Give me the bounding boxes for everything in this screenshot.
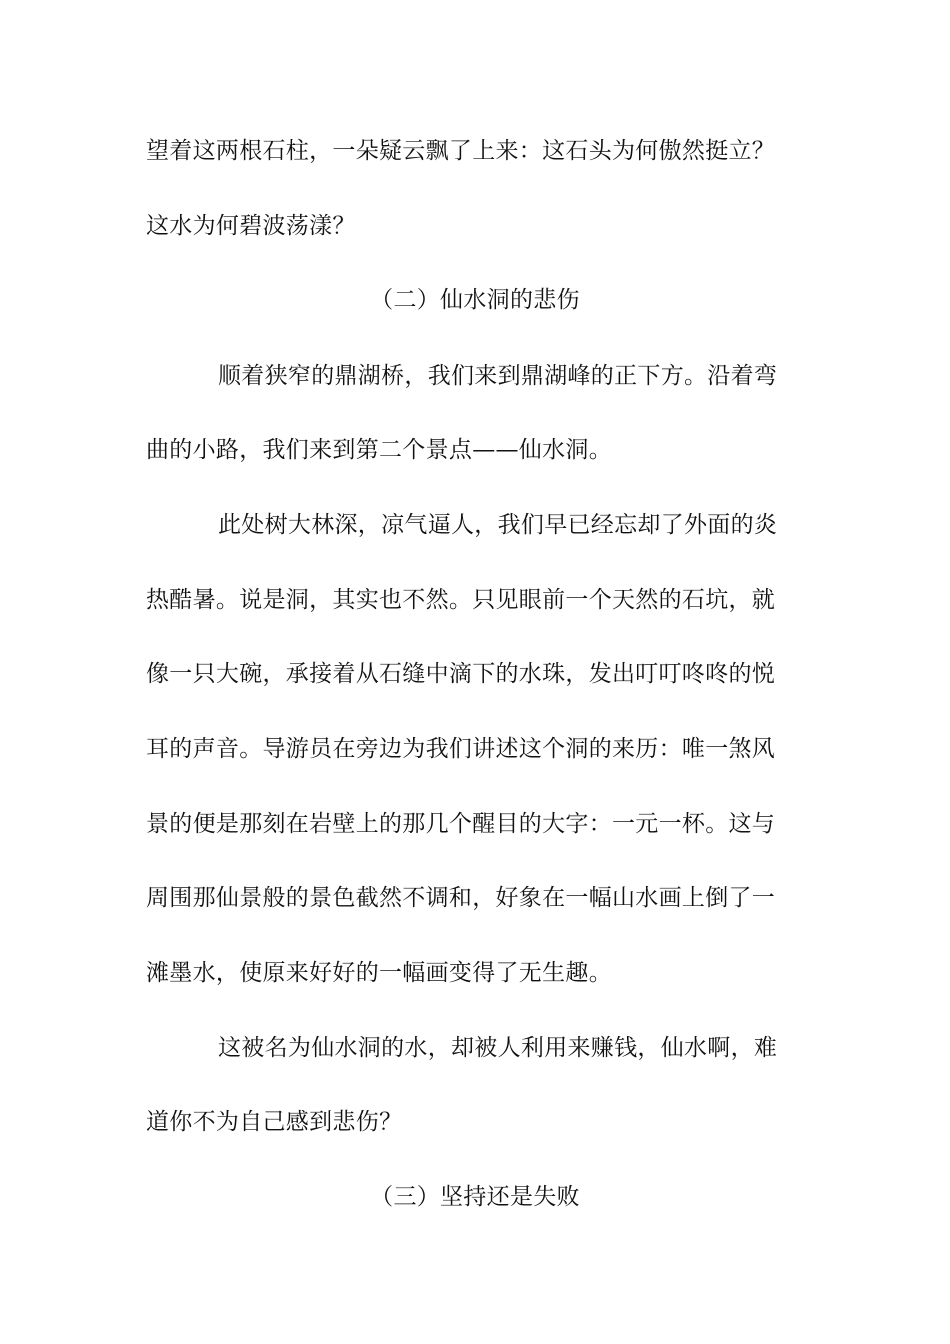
- paragraph-line: 道你不为自己感到悲伤？: [146, 1109, 403, 1135]
- paragraph-line: 此处树大林深，凉气逼人，我们早已经忘却了外面的炎: [218, 512, 778, 538]
- paragraph-line: 热酷暑。说是洞，其实也不然。只见眼前一个天然的石坑，就: [146, 587, 776, 613]
- paragraph-line: 像一只大碗，承接着从石缝中滴下的水珠，发出叮叮咚咚的悦: [146, 661, 776, 687]
- paragraph-line: 滩墨水，使原来好好的一幅画变得了无生趣。: [146, 960, 612, 986]
- paragraph-line: 曲的小路，我们来到第二个景点——仙水洞。: [146, 437, 612, 463]
- section-heading: （三）坚持还是失败: [370, 1184, 580, 1210]
- section-heading: （二）仙水洞的悲伤: [370, 287, 580, 313]
- paragraph-line: 周围那仙景般的景色截然不调和，好象在一幅山水画上倒了一: [146, 885, 776, 911]
- paragraph-line: 景的便是那刻在岩壁上的那几个醒目的大字：一元一杯。这与: [146, 811, 776, 837]
- paragraph-line: 顺着狭窄的鼎湖桥，我们来到鼎湖峰的正下方。沿着弯: [218, 363, 778, 389]
- paragraph-line: 望着这两根石柱，一朵疑云飘了上来：这石头为何傲然挺立？: [146, 138, 776, 164]
- paragraph-line: 耳的声音。导游员在旁边为我们讲述这个洞的来历：唯一煞风: [146, 736, 776, 762]
- paragraph-line: 这水为何碧波荡漾？: [146, 213, 356, 239]
- paragraph-line: 这被名为仙水洞的水，却被人利用来赚钱，仙水啊，难: [218, 1035, 778, 1061]
